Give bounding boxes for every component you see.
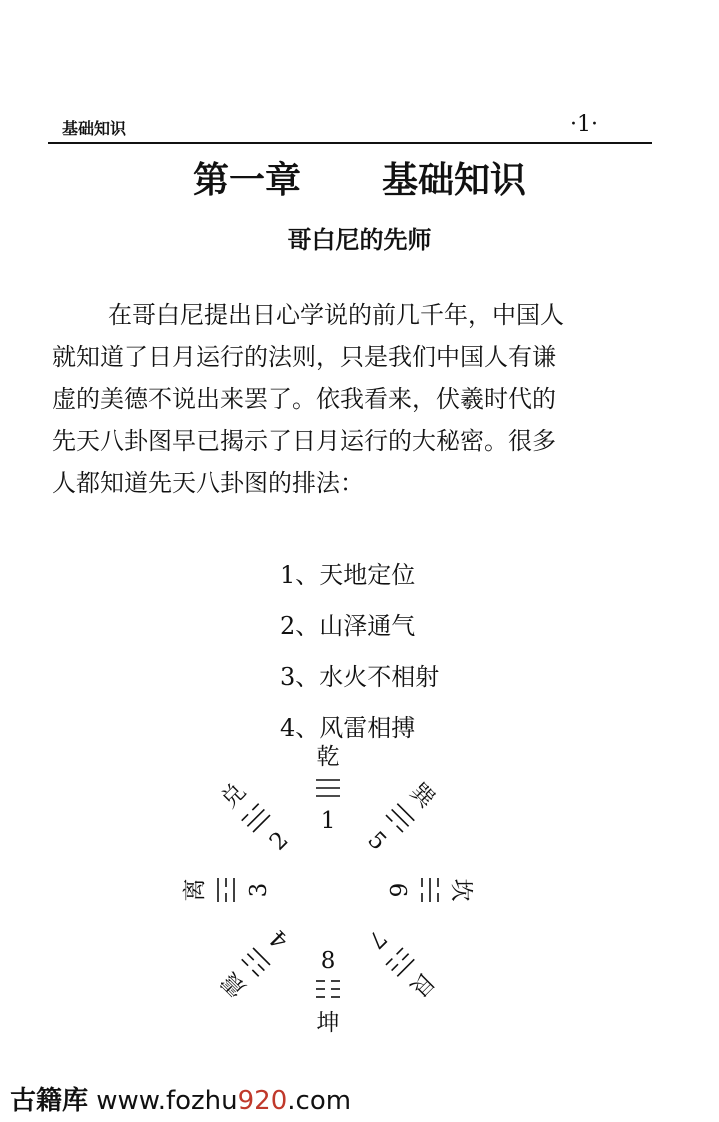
page-number: ·1· <box>570 112 598 137</box>
trigram-gen-name: 艮 <box>404 966 440 1002</box>
trigram-qian-name: 乾 <box>316 744 340 770</box>
arrangement-list <box>280 550 439 754</box>
trigram-kan <box>384 878 474 902</box>
trigram-gen <box>359 921 440 1002</box>
trigram-kan-number: 6 <box>384 882 410 898</box>
site-name: 古籍库 <box>10 1086 89 1116</box>
paragraph-line: 先天八卦图早已揭示了日月运行的大秘密。很多 <box>52 427 556 455</box>
trigram-li <box>182 878 272 902</box>
trigram-li-name: 离 <box>182 878 208 902</box>
trigram-li-number: 3 <box>246 882 272 898</box>
site-url-number: 920 <box>237 1086 288 1116</box>
trigram-kun-name: 坤 <box>316 1010 340 1036</box>
trigram-qian-number: 1 <box>320 808 336 834</box>
paragraph-line: 虚的美德不说出来罢了。依我看来，伏羲时代的 <box>52 385 556 413</box>
bagua-diagram <box>150 740 510 1050</box>
paragraph-line: 人都知道先天八卦图的排法： <box>52 469 364 497</box>
running-header-title: 基础知识 <box>62 119 127 138</box>
list-item: 2、山泽通气 <box>280 612 416 640</box>
trigram-kun <box>316 948 340 1036</box>
list-item: 4、风雷相搏 <box>280 714 416 742</box>
trigram-dui-number: 2 <box>264 826 294 856</box>
list-item: 1、天地定位 <box>280 561 416 589</box>
trigram-xun-number: 5 <box>362 826 392 856</box>
site-url-a: www.fozhu <box>96 1086 238 1116</box>
paragraph-line: 在哥白尼提出日心学说的前几千年，中国人 <box>108 301 564 329</box>
trigram-zhen-name: 震 <box>216 966 252 1002</box>
trigram-gen-number: 7 <box>362 924 392 954</box>
body-paragraph <box>52 294 658 504</box>
watermark-footer <box>10 1080 351 1117</box>
chapter-title: 第一章 基础知识 <box>192 159 527 201</box>
trigram-zhen <box>216 921 297 1002</box>
trigram-kan-name: 坎 <box>448 878 474 902</box>
trigram-zhen-number: 4 <box>264 924 294 954</box>
list-item: 3、水火不相射 <box>280 663 440 691</box>
trigram-xun <box>359 778 440 859</box>
trigram-kun-number: 8 <box>320 948 336 974</box>
trigram-dui-name: 兑 <box>216 778 252 814</box>
paragraph-line: 就知道了日月运行的法则，只是我们中国人有谦 <box>52 343 556 371</box>
site-url-b: .com <box>287 1086 352 1116</box>
section-title: 哥白尼的先师 <box>287 226 432 254</box>
trigram-xun-name: 巽 <box>404 778 440 814</box>
trigram-qian <box>316 744 340 834</box>
header-rule <box>48 142 652 144</box>
trigram-dui <box>216 778 297 859</box>
